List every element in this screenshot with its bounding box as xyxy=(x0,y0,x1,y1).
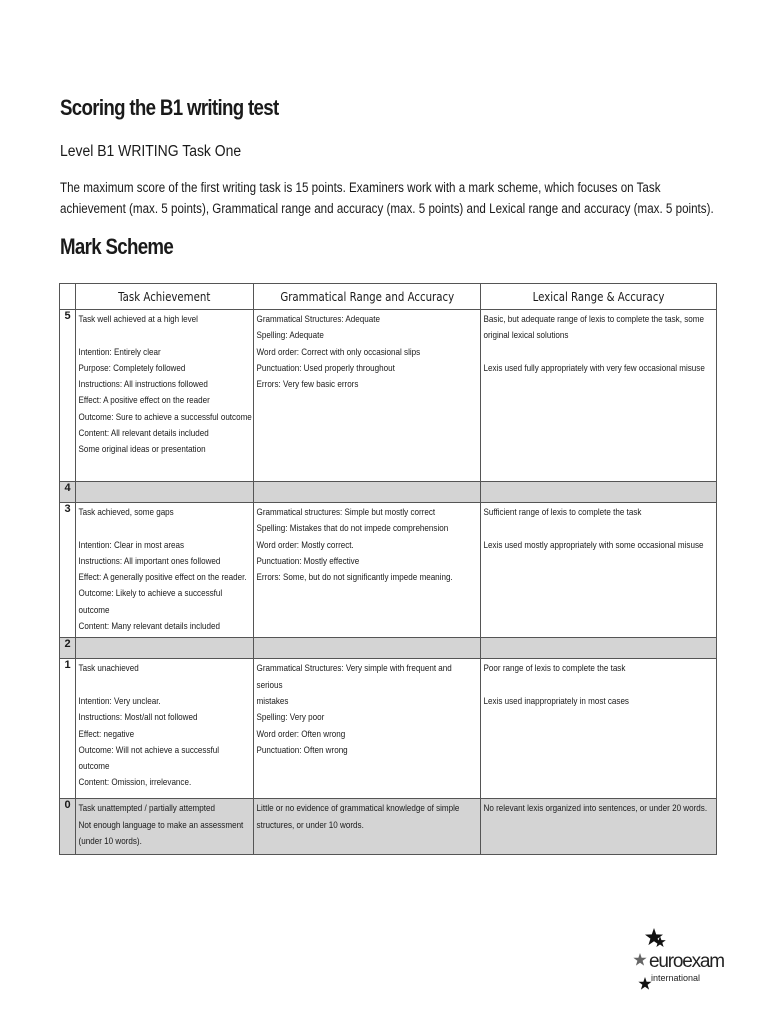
logo-subtitle: international xyxy=(651,973,701,983)
lexis-cell xyxy=(481,638,717,659)
table-row-score-2 xyxy=(60,638,717,659)
page-title: Scoring the B1 writing test xyxy=(60,95,279,120)
table-row-score-5 xyxy=(60,310,717,482)
grammar-cell: Grammatical Structures: Adequate Spelling: Adequate Word order: Correct with only occasional slips Punctuation: Used properly throughout Errors: Very few basic errors xyxy=(254,310,481,482)
euroexam-logo xyxy=(630,925,730,1000)
grammar-cell: Grammatical Structures: Very simple with frequent and serious mistakes Spelling: Very poor Word order: Often wrong Punctuation: Often wrong xyxy=(254,659,481,799)
header-score xyxy=(60,284,76,310)
score-cell: 5 xyxy=(60,310,76,482)
page-subtitle: Level B1 WRITING Task One xyxy=(60,143,242,160)
section-heading: Mark Scheme xyxy=(60,234,174,259)
header-task-achievement: Task Achievement xyxy=(76,284,254,310)
score-cell: 2 xyxy=(60,638,76,659)
grammar-cell: Little or no evidence of grammatical knowledge of simple structures, or under 10 words. xyxy=(254,799,481,855)
score-cell: 4 xyxy=(60,482,76,503)
grammar-cell xyxy=(254,482,481,503)
lexis-cell xyxy=(481,482,717,503)
score-cell: 1 xyxy=(60,659,76,799)
lexis-cell: Poor range of lexis to complete the task Lexis used inappropriately in most cases xyxy=(481,659,717,799)
score-cell: 3 xyxy=(60,503,76,638)
table-header-row xyxy=(60,284,717,310)
intro-paragraph: The maximum score of the first writing task is 15 points. Examiners work with a mark scheme, which focuses on Task achievement (max. 5 points), Grammatical range and accuracy (max. 5 points) and Lexical range and accuracy (max. 5 points). xyxy=(60,180,714,216)
logo-name: euroexam xyxy=(649,951,724,972)
lexis-cell: Basic, but adequate range of lexis to complete the task, some original lexical solutions Lexis used fully appropriately with very few occasional misuse xyxy=(481,310,717,482)
table-row-score-1 xyxy=(60,659,717,799)
header-grammatical-range: Grammatical Range and Accuracy xyxy=(254,284,481,310)
task-cell: Task well achieved at a high level Intention: Entirely clear Purpose: Completely followed Instructions: All instructions followed Effect: A positive effect on the reader Outcome: Sure to achieve a successful outcome Content: All relevant details included Some original ideas or presentation xyxy=(76,310,254,482)
task-cell: Task achieved, some gaps Intention: Clear in most areas Instructions: All important ones followed Effect: A generally positive effect on the reader. Outcome: Likely to achieve a successful outcome Content: Many relevant details included xyxy=(76,503,254,638)
mark-scheme-table xyxy=(59,283,717,855)
grammar-cell: Grammatical structures: Simple but mostly correct Spelling: Mistakes that do not impede comprehension Word order: Mostly correct. Punctuation: Mostly effective Errors: Some, but do not significantly impede meaning. xyxy=(254,503,481,638)
task-cell xyxy=(76,638,254,659)
task-cell xyxy=(76,482,254,503)
table-row-score-4 xyxy=(60,482,717,503)
grammar-cell xyxy=(254,638,481,659)
table-row-score-0 xyxy=(60,799,717,855)
task-cell: Task unachieved Intention: Very unclear. Instructions: Most/all not followed Effect: negative Outcome: Will not achieve a successful outcome Content: Omission, irrelevance. xyxy=(76,659,254,799)
lexis-cell: No relevant lexis organized into sentences, or under 20 words. xyxy=(481,799,717,855)
lexis-cell: Sufficient range of lexis to complete the task Lexis used mostly appropriately with some occasional misuse xyxy=(481,503,717,638)
score-cell: 0 xyxy=(60,799,76,855)
table-row-score-3 xyxy=(60,503,717,638)
task-cell: Task unattempted / partially attempted Not enough language to make an assessment (under 10 words). xyxy=(76,799,254,855)
header-lexical-range: Lexical Range & Accuracy xyxy=(481,284,717,310)
